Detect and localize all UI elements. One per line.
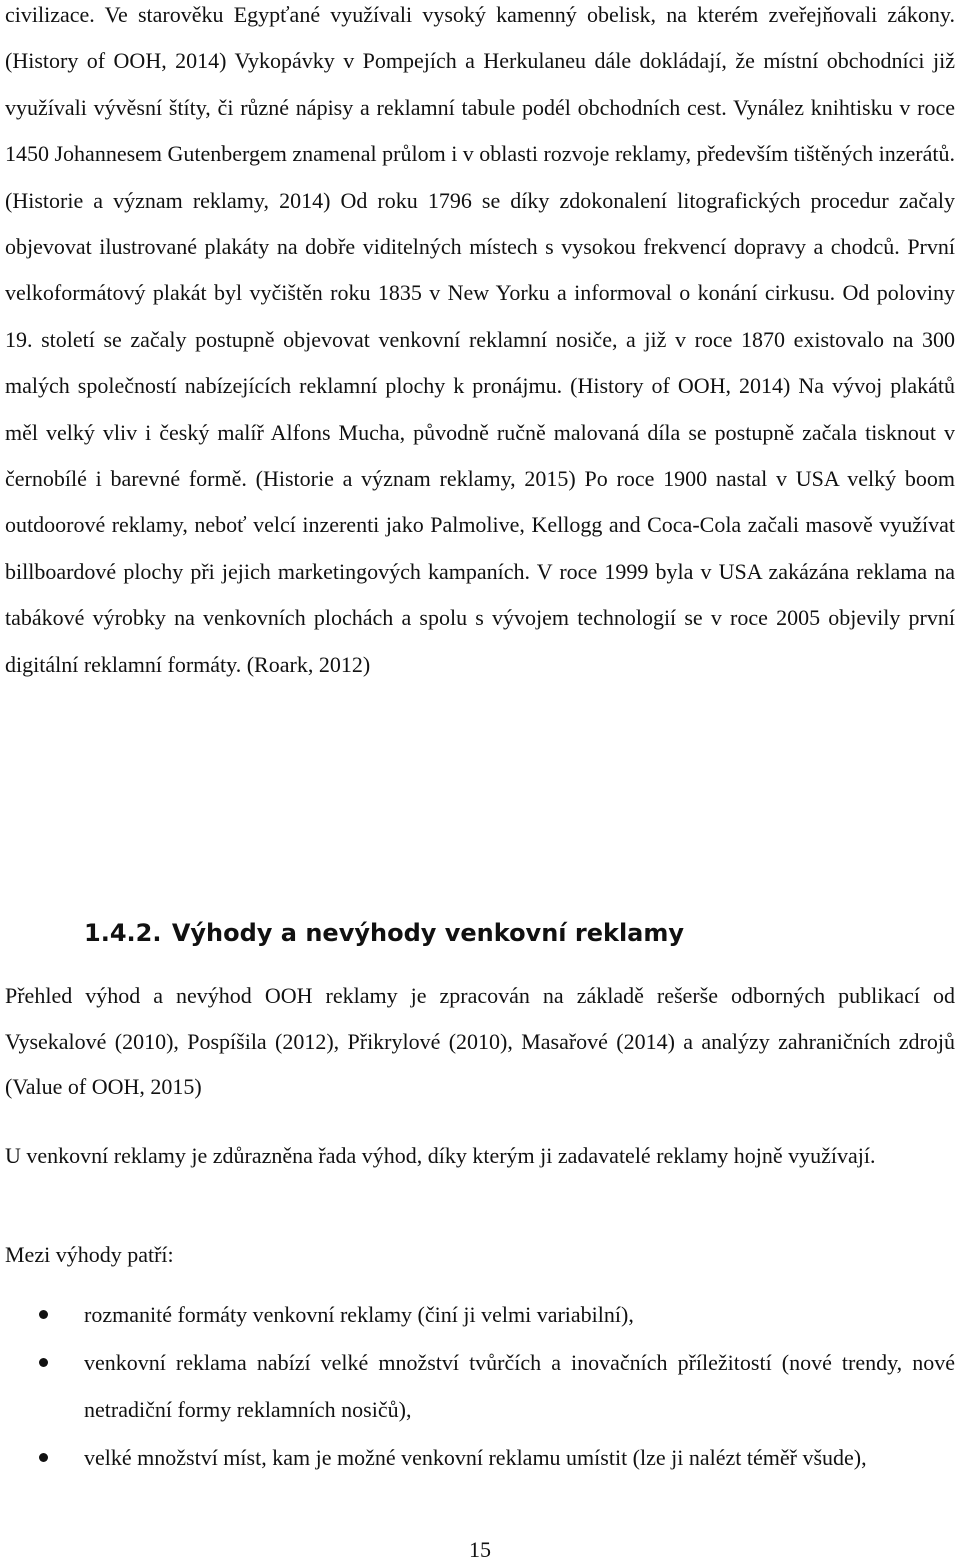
overview-paragraph: Přehled výhod a nevýhod OOH reklamy je zpracován na základě rešerše odborných publikací od Vysekalové (2010), Pospíšila (2012), Přikrylové (2010), Masařové (2014) a analýzy zahraničních zdrojů (Value of OOH, 2015) [5,983,955,1099]
list-intro: Mezi výhody patří: [5,1242,174,1267]
advantages-list [0,1292,960,1482]
section-title: Výhody a nevýhody venkovní reklamy [171,919,685,947]
bullet-icon [39,1358,48,1367]
bullet-icon [39,1453,48,1462]
bullet-icon [39,1310,48,1319]
section-heading [84,913,684,953]
history-paragraph: civilizace. Ve starověku Egypťané využívali vysoký kamenný obelisk, na kterém zveřejňovali zákony. (History of OOH, 2014) Vykopávky v Pompejích a Herkulaneu dále dokládají, že místní obchodníci již využívali vývěsní štíty, či různé nápisy a reklamní tabule podél obchodních cest. Vynález knihtisku v roce 1450 Johannesem Gutenbergem znamenal průlom i v oblasti rozvoje reklamy, především tištěných inzerátů. (Historie a význam reklamy, 2014) Od roku 1796 se díky zdokonalení litografických procedur začaly objevovat ilustrované plakáty na dobře viditelných místech s vysokou frekvencí dopravy a chodců. První velkoformátový plakát byl vyčištěn roku 1835 v New Yorku a informoval o konání cirkusu. Od poloviny 19. století se začaly postupně objevovat venkovní reklamní nosiče, a již v roce 1870 existovalo na 300 malých společností nabízejících reklamní plochy k pronájmu. (History of OOH, 2014) Na vývoj plakátů měl velký vliv i český malíř Alfons Mucha, původně ručně malovaná díla se postupně začala tisknout v černobílé i barevné formě. (Historie a význam reklamy, 2015) Po roce 1900 nastal v USA velký boom outdoorové reklamy, neboť velcí inzerenti jako Palmolive, Kellogg and Coca-Cola začali masově využívat billboardové plochy při jejich marketingových kampaních. V roce 1999 byla v USA zakázána reklama na tabákové výrobky na venkovních plochách a spolu s vývojem technologií se v roce 2005 objevily první digitální reklamní formáty. (Roark, 2012) [5,2,956,677]
list-item [0,1435,960,1481]
list-item-text: venkovní reklama nabízí velké množství tvůrčích a inovačních příležitostí (nové trendy, nové netradiční formy reklamních nosičů), [84,1350,955,1422]
list-item [0,1340,960,1433]
list-item-text: rozmanité formáty venkovní reklamy (činí ji velmi variabilní), [84,1302,634,1327]
list-item [0,1292,960,1338]
page-number: 15 [469,1537,491,1562]
list-item-text: velké množství míst, kam je možné venkovní reklamu umístit (lze ji nalézt téměř všude), [84,1445,867,1471]
advantages-paragraph: U venkovní reklamy je zdůrazněna řada výhod, díky kterým ji zadavatelé reklamy hojně využívají. [5,1143,876,1168]
section-number: 1.4.2. [84,919,162,947]
